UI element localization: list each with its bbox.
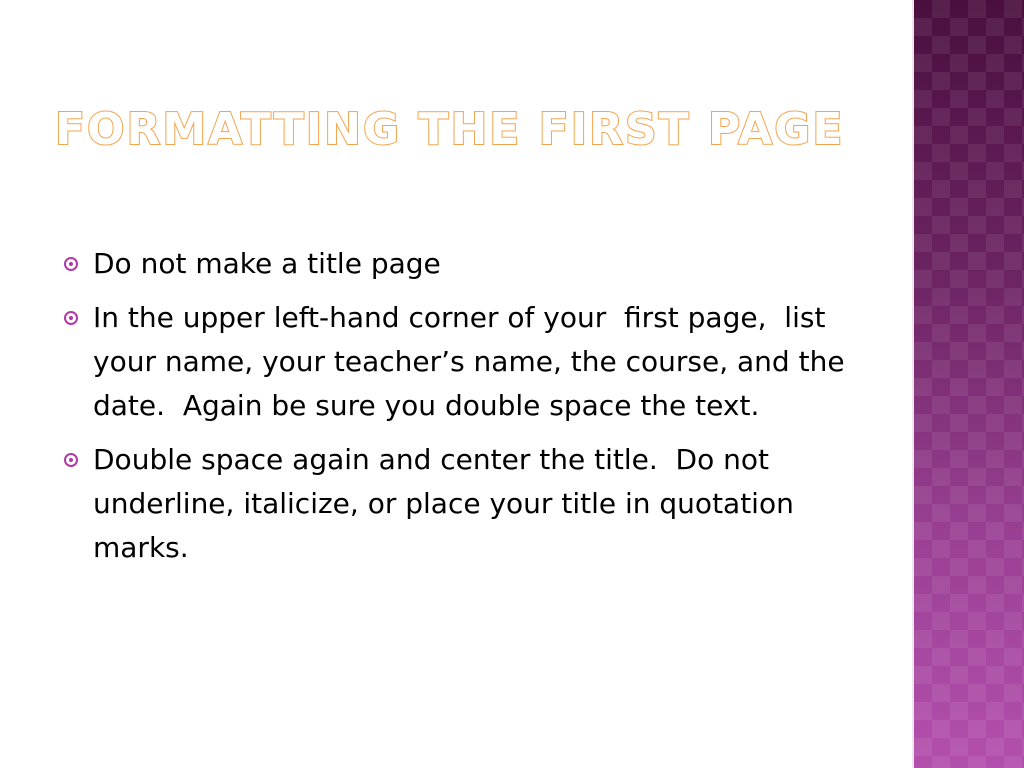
bullet-text: In the upper left-hand corner of your first page, list your name, your teacher’s name, the course, and the date. Again be sure you double space the text.	[93, 301, 854, 422]
bullet-list	[62, 242, 862, 580]
circled-dot-bullet-icon	[64, 453, 78, 467]
decorative-side-band	[912, 0, 1024, 768]
bullet-item	[62, 438, 862, 570]
bullet-text: Do not make a title page	[93, 247, 441, 280]
bullet-item	[62, 242, 862, 286]
bullet-item	[62, 296, 862, 428]
circled-dot-bullet-icon	[64, 257, 78, 271]
circled-dot-bullet-icon	[64, 311, 78, 325]
bullet-text: Double space again and center the title. Do not underline, italicize, or place your title in quotation marks.	[93, 443, 803, 564]
slide-title: FORMATTING THE FIRST PAGE	[55, 104, 845, 155]
